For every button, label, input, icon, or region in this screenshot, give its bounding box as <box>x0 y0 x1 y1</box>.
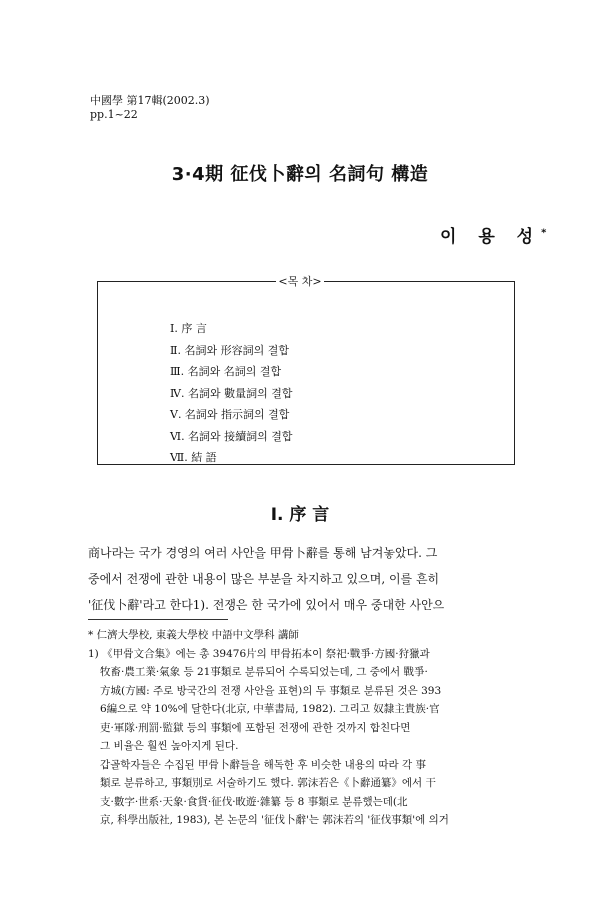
author <box>440 222 546 247</box>
body-text <box>88 540 528 618</box>
footnote-divider <box>88 619 228 620</box>
toc-box <box>97 281 515 465</box>
body-line: 商나라는 국가 경영의 여러 사안을 甲骨卜辭를 통해 남겨놓았다. 그 <box>88 546 438 560</box>
author-name: 이 용 성 <box>440 227 542 247</box>
toc-item: Ⅲ. 名詞와 名詞의 결합 <box>170 365 282 378</box>
footnote-line: 吏·軍隊·刑罰·監獄 등의 事類에 포함된 전쟁에 관한 것까지 합친다면 <box>100 721 411 734</box>
footnote-line: 方城(方國: 주로 방국간의 전쟁 사안을 표현)의 두 事類로 분류된 것은 393 <box>100 684 442 697</box>
journal-pages: pp.1~22 <box>90 108 138 121</box>
footnote-line: 類로 분류하고, 事類別로 서술하기도 했다. 郭沫若은《卜辭通纂》에서 干 <box>100 777 436 789</box>
footnote-line: 支·數字·世系·天象·食貨·征伐·畋遊·雜纂 등 8 事類로 분류했는데(北 <box>100 795 408 808</box>
toc-item: Ⅱ. 名詞와 形容詞의 결합 <box>170 343 289 357</box>
footnote-affiliation: * 仁濟大學校, 東義大學校 中語中文學科 講師 <box>88 629 299 641</box>
journal-volume: 中國學 第17輯(2002.3) <box>90 94 210 107</box>
footnote-line: 그 비율은 훨씬 높아지게 된다. <box>100 740 239 752</box>
footnote-line: 京, 科學出版社, 1983), 본 논문의 '征伐卜辭'는 郭沫若의 '征伐事類'에 의거 <box>100 814 449 826</box>
footnote-line: 6編으로 약 10%에 달한다(北京, 中華書局, 1982). 그리고 奴隸主貴族·官 <box>100 703 440 715</box>
toc-item: Ⅰ. 序 言 <box>170 322 207 335</box>
body-line: 중에서 전쟁에 관한 내용이 많은 부분을 차지하고 있으며, 이를 흔히 <box>88 572 440 586</box>
body-line: '征伐卜辭'라고 한다1). 전쟁은 한 국가에 있어서 매우 중대한 사안으 <box>88 598 445 612</box>
toc-heading-label: <목 차> <box>278 275 322 288</box>
author-footnote-mark: * <box>541 227 547 239</box>
toc-item: Ⅶ. 結 語 <box>170 451 217 464</box>
section-heading: Ⅰ. 序 言 <box>270 505 330 525</box>
toc-item: Ⅵ. 名詞와 接續詞의 결합 <box>170 429 293 443</box>
toc-heading <box>0 273 600 289</box>
toc-list <box>170 318 293 469</box>
footnote-line: 1) 《甲骨文合集》에는 총 39476片의 甲骨拓本이 祭祀·戰爭·方國·狩獵과 <box>88 647 430 660</box>
toc-item: Ⅴ. 名詞와 指示詞의 결합 <box>170 408 290 421</box>
footnote-line: 牧畜·農工業·氣象 등 21事類로 분류되어 수록되었는데, 그 중에서 戰爭· <box>100 666 428 678</box>
toc-item: Ⅳ. 名詞와 數量詞의 결합 <box>170 386 293 400</box>
footnotes <box>88 626 534 830</box>
journal-info <box>90 94 210 122</box>
paper-title: 3·4期 征伐卜辭의 名詞句 構造 <box>171 164 429 185</box>
footnote-line: 갑골학자들은 수집된 甲骨卜辭들을 해독한 후 비슷한 내용의 따라 각 事 <box>100 758 426 771</box>
